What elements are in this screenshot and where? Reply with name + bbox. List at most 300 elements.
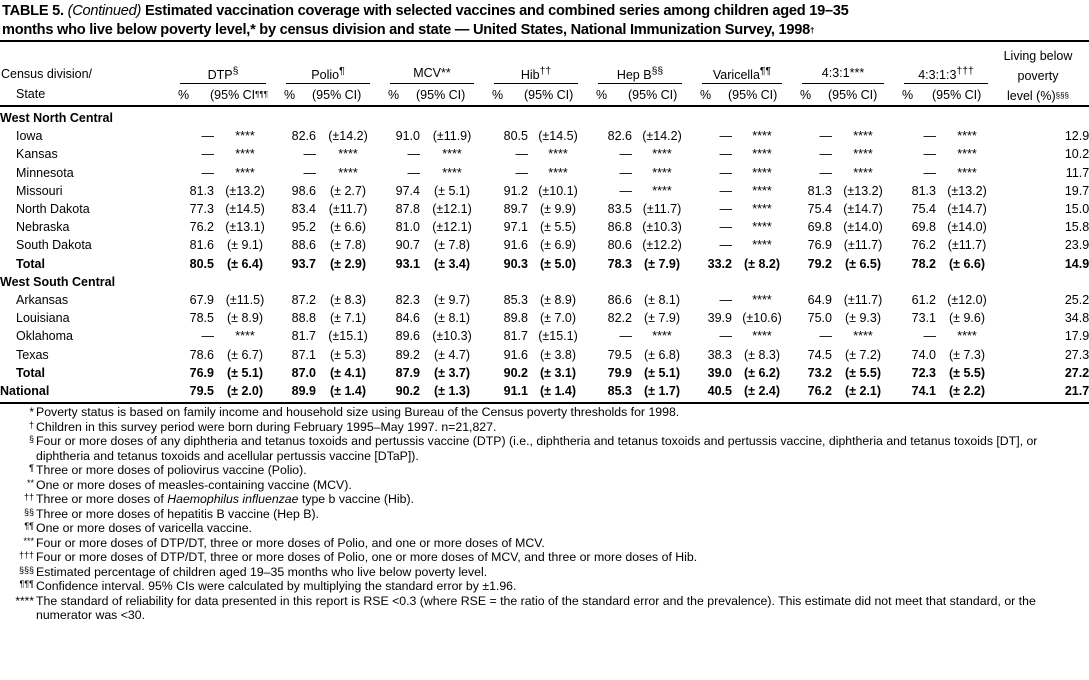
ci-cell: (± 5.1) xyxy=(643,365,681,380)
ci-cell: (± 3.1) xyxy=(539,365,577,380)
pct-cell: — xyxy=(407,165,420,180)
ci-cell: (±13.2) xyxy=(225,183,265,198)
footnote-symbol: †† xyxy=(23,492,34,502)
title-footnote-mark: † xyxy=(809,26,815,35)
footnote-7 xyxy=(0,521,1089,536)
pct-cell: 80.5 xyxy=(503,129,528,144)
pct-cell: 76.9 xyxy=(807,238,832,253)
footnote-text: Poverty status is based on family income and household size using Bureau of the Census poverty thresholds for 1998. xyxy=(36,405,680,419)
ci-cell: (±13.1) xyxy=(225,220,265,235)
pct-cell: — xyxy=(201,329,214,344)
division-name: West South Central xyxy=(0,274,116,289)
ci-cell: **** xyxy=(652,165,672,180)
sub-header-pct-3: % xyxy=(492,88,504,102)
pct-cell: — xyxy=(719,293,732,308)
ci-cell: (±13.2) xyxy=(947,183,987,198)
ci-cell: **** xyxy=(752,220,772,235)
ci-cell: (± 8.9) xyxy=(539,293,577,308)
pct-cell: 75.4 xyxy=(911,202,936,217)
pct-cell: 81.3 xyxy=(807,183,832,198)
title-line-1 xyxy=(2,2,1088,21)
ci-cell: (±14.0) xyxy=(947,220,987,235)
pct-cell: 72.3 xyxy=(911,365,936,380)
group-header-5: Varicella¶¶ xyxy=(712,66,772,83)
ci-cell: (± 5.0) xyxy=(539,256,577,271)
pct-cell: — xyxy=(719,202,732,217)
ci-cell: (±12.0) xyxy=(947,293,987,308)
ci-cell: **** xyxy=(752,329,772,344)
table-row xyxy=(0,200,1089,218)
ci-cell: (±11.7) xyxy=(642,202,682,217)
pct-cell: 88.8 xyxy=(291,311,316,326)
poverty-cell: 15.0 xyxy=(1064,202,1089,217)
footnote-symbol: § xyxy=(28,434,34,444)
pct-cell: 87.2 xyxy=(291,293,316,308)
group-header-3: Hib†† xyxy=(520,66,552,83)
pct-cell: 86.6 xyxy=(607,293,632,308)
ci-cell: (± 9.1) xyxy=(226,238,264,253)
footnote-symbol: §§§ xyxy=(18,564,34,575)
pct-cell: 73.2 xyxy=(807,365,832,380)
footnote-text: Three or more doses of poliovirus vaccine (Polio). xyxy=(36,463,307,477)
header-living-below-1: Living below xyxy=(1003,49,1073,63)
ci-cell: (±15.1) xyxy=(328,329,368,344)
pct-cell: — xyxy=(719,183,732,198)
bottom-rule xyxy=(0,402,1089,404)
division-name: West North Central xyxy=(0,111,113,125)
pct-cell: 93.1 xyxy=(395,256,420,271)
pct-cell: — xyxy=(719,238,732,253)
title-line-2 xyxy=(2,21,1088,40)
national-row xyxy=(0,382,1089,400)
footnote-1 xyxy=(0,420,1089,435)
ci-cell: (±10.1) xyxy=(538,183,578,198)
ci-cell: **** xyxy=(853,129,873,144)
sub-header-ci-2: (95% CI) xyxy=(416,88,466,102)
pct-cell: — xyxy=(303,147,316,162)
pct-cell: — xyxy=(819,129,832,144)
sub-header-pct-2: % xyxy=(388,88,400,102)
pct-cell: — xyxy=(719,147,732,162)
ci-cell: **** xyxy=(752,238,772,253)
pct-cell: — xyxy=(303,165,316,180)
group-header-0: DTP§ xyxy=(207,66,239,83)
sub-header-pct-7: % xyxy=(902,88,914,102)
pct-cell: 89.6 xyxy=(395,329,420,344)
ci-cell: (± 7.9) xyxy=(643,256,681,271)
ci-cell: (± 6.2) xyxy=(743,365,781,380)
pct-cell: 81.6 xyxy=(189,238,214,253)
table-row xyxy=(0,327,1089,345)
ci-cell: (± 9.3) xyxy=(844,311,882,326)
footnote-symbol: **** xyxy=(15,593,34,608)
header-state: State xyxy=(16,87,46,101)
pct-cell: — xyxy=(923,147,936,162)
pct-cell: 74.0 xyxy=(911,347,936,362)
pct-cell: 64.9 xyxy=(807,293,832,308)
pct-cell: 82.6 xyxy=(607,129,632,144)
ci-cell: (± 2.7) xyxy=(329,183,367,198)
table-row xyxy=(0,236,1089,254)
ci-cell: (± 1.3) xyxy=(433,384,471,399)
footnote-8 xyxy=(0,536,1089,551)
ci-cell: **** xyxy=(548,165,568,180)
pct-cell: — xyxy=(923,329,936,344)
pct-cell: 82.6 xyxy=(291,129,316,144)
pct-cell: 82.3 xyxy=(395,293,420,308)
coverage-table xyxy=(0,109,1089,400)
pct-cell: — xyxy=(515,147,528,162)
header-rule xyxy=(0,105,1089,107)
ci-cell: (± 9.7) xyxy=(433,293,471,308)
ci-cell: (±12.1) xyxy=(432,202,472,217)
footnote-text: Three or more doses of hepatitis B vaccine (Hep B). xyxy=(36,506,319,521)
header-living-below xyxy=(990,46,1086,106)
pct-cell: 74.5 xyxy=(807,347,832,362)
ci-cell: (±13.2) xyxy=(843,183,883,198)
pct-cell: — xyxy=(719,129,732,144)
pct-cell: 89.7 xyxy=(503,202,528,217)
poverty-cell: 11.7 xyxy=(1065,165,1089,180)
pct-cell: — xyxy=(819,329,832,344)
sub-header-ci-3: (95% CI) xyxy=(524,88,574,102)
pct-cell: 74.1 xyxy=(911,384,936,399)
footnote-symbol: † xyxy=(28,419,34,430)
header-living-below-3: level (%)§§§ xyxy=(1007,89,1069,103)
footnote-symbol: *** xyxy=(23,535,34,546)
pct-cell: — xyxy=(719,165,732,180)
ci-cell: **** xyxy=(442,147,462,162)
poverty-cell: 14.9 xyxy=(1064,256,1089,271)
ci-cell: (± 8.3) xyxy=(743,347,781,362)
sub-header-ci-4: (95% CI) xyxy=(628,88,678,102)
poverty-cell: 34.8 xyxy=(1064,311,1089,326)
pct-cell: 78.3 xyxy=(607,256,632,271)
pct-cell: 77.3 xyxy=(189,202,214,217)
pct-cell: 91.6 xyxy=(503,238,528,253)
ci-cell: (± 6.5) xyxy=(844,256,882,271)
ci-cell: (±12.2) xyxy=(642,238,682,253)
ci-cell: (± 5.5) xyxy=(844,365,882,380)
pct-cell: 95.2 xyxy=(291,220,316,235)
ci-cell: (± 7.9) xyxy=(643,311,681,326)
ci-cell: **** xyxy=(652,147,672,162)
table-row xyxy=(0,145,1089,163)
group-underline-1 xyxy=(286,83,370,84)
pct-cell: 98.6 xyxy=(291,183,316,198)
group-header-4: Hep B§§ xyxy=(616,66,664,83)
pct-cell: 90.2 xyxy=(395,384,420,399)
footnote-symbol: ¶¶ xyxy=(24,521,34,531)
ci-cell: (± 4.7) xyxy=(433,347,471,362)
pct-cell: 78.2 xyxy=(911,256,936,271)
ci-cell: **** xyxy=(957,329,977,344)
ci-cell: (±10.6) xyxy=(742,311,782,326)
pct-cell: 76.2 xyxy=(807,384,832,399)
footnote-6 xyxy=(0,507,1089,522)
ci-cell: **** xyxy=(957,147,977,162)
pct-cell: 83.4 xyxy=(291,202,316,217)
ci-cell: (±14.0) xyxy=(843,220,883,235)
pct-cell: — xyxy=(619,183,632,198)
poverty-cell: 10.2 xyxy=(1064,147,1089,162)
pct-cell: 40.5 xyxy=(707,384,732,399)
pct-cell: — xyxy=(515,165,528,180)
table-row xyxy=(0,127,1089,145)
group-underline-5 xyxy=(702,83,782,84)
ci-cell: (± 8.1) xyxy=(433,311,471,326)
title-text-1: Estimated vaccination coverage with selected vaccines and combined series among children aged 19–35 xyxy=(144,3,849,19)
ci-cell: **** xyxy=(752,183,772,198)
ci-cell: **** xyxy=(957,165,977,180)
division-row xyxy=(0,109,1089,127)
ci-cell: (±15.1) xyxy=(538,329,578,344)
pct-cell: 97.4 xyxy=(395,183,420,198)
pct-cell: 91.1 xyxy=(503,384,528,399)
state-name: Total xyxy=(16,365,45,380)
ci-cell: **** xyxy=(853,165,873,180)
ci-cell: **** xyxy=(652,183,672,198)
pct-cell: 88.6 xyxy=(291,238,316,253)
ci-cell: (± 3.8) xyxy=(539,347,577,362)
ci-cell: (±11.9) xyxy=(432,129,472,144)
ci-cell: (± 3.4) xyxy=(433,256,471,271)
table-number: TABLE 5. xyxy=(2,3,64,19)
ci-cell: **** xyxy=(235,165,255,180)
footnote-text: The standard of reliability for data presented in this report is RSE <0.3 (where RSE = the ratio of the standard error and the prevalence). This estimate did not meet that standard, or the numerator was <30. xyxy=(36,593,1036,622)
pct-cell: 80.6 xyxy=(607,238,632,253)
pct-cell: 90.3 xyxy=(503,256,528,271)
ci-cell: (± 7.3) xyxy=(948,347,986,362)
footnotes xyxy=(0,405,1089,623)
footnote-text: Estimated percentage of children aged 19–35 months who live below poverty level. xyxy=(36,564,488,579)
ci-cell: (± 2.0) xyxy=(226,384,264,399)
state-name: Arkansas xyxy=(16,293,69,308)
state-name: National xyxy=(0,384,50,399)
footnote-10 xyxy=(0,565,1089,580)
ci-cell: (± 5.1) xyxy=(226,365,264,380)
sub-header-ci-0: (95% CI¶¶¶ xyxy=(210,88,269,102)
ci-cell: **** xyxy=(442,165,462,180)
ci-cell: (± 7.8) xyxy=(433,238,471,253)
ci-cell: (±11.7) xyxy=(843,238,883,253)
pct-cell: — xyxy=(201,165,214,180)
sub-header-pct-1: % xyxy=(284,88,296,102)
footnote-4 xyxy=(0,478,1089,493)
state-name: Oklahoma xyxy=(16,329,73,344)
pct-cell: 79.5 xyxy=(607,347,632,362)
ci-cell: (± 8.1) xyxy=(643,293,681,308)
state-name: Iowa xyxy=(16,129,43,144)
group-underline-7 xyxy=(904,83,988,84)
pct-cell: — xyxy=(619,165,632,180)
ci-cell: (± 7.0) xyxy=(539,311,577,326)
ci-cell: (± 2.4) xyxy=(743,384,781,399)
group-underline-6 xyxy=(802,83,884,84)
pct-cell: 84.6 xyxy=(395,311,420,326)
footnote-symbol: ¶¶¶ xyxy=(19,579,34,589)
table-row xyxy=(0,182,1089,200)
pct-cell: — xyxy=(201,129,214,144)
ci-cell: (± 4.1) xyxy=(329,365,367,380)
ci-cell: **** xyxy=(853,329,873,344)
poverty-cell: 21.7 xyxy=(1064,384,1089,399)
group-underline-0 xyxy=(180,83,266,84)
sub-header-pct-6: % xyxy=(800,88,812,102)
footnote-2 xyxy=(0,434,1089,463)
ci-cell: (±11.5) xyxy=(225,293,265,308)
group-underline-2 xyxy=(390,83,474,84)
ci-cell: (± 5.3) xyxy=(329,347,367,362)
pct-cell: 79.5 xyxy=(189,384,214,399)
ci-cell: (± 8.3) xyxy=(329,293,367,308)
pct-cell: 97.1 xyxy=(503,220,528,235)
pct-cell: 91.0 xyxy=(395,129,420,144)
group-underline-3 xyxy=(494,83,578,84)
sub-header-ci-6: (95% CI) xyxy=(828,88,878,102)
pct-cell: 81.7 xyxy=(503,329,528,344)
ci-cell: **** xyxy=(752,129,772,144)
state-name: Total xyxy=(16,256,45,271)
pct-cell: 81.3 xyxy=(911,183,936,198)
pct-cell: 39.0 xyxy=(707,365,732,380)
ci-cell: (± 6.6) xyxy=(948,256,986,271)
poverty-cell: 17.9 xyxy=(1064,329,1089,344)
group-underline-4 xyxy=(598,83,682,84)
poverty-cell: 27.3 xyxy=(1064,347,1089,362)
sub-header-ci-5: (95% CI) xyxy=(728,88,778,102)
ci-cell: (± 3.7) xyxy=(433,365,471,380)
title-text-2: months who live below poverty level,* by census division and state — United States, National Immunization Survey, 1998 xyxy=(2,22,810,38)
table-row xyxy=(0,218,1089,236)
state-name: Louisiana xyxy=(16,311,70,326)
group-header-7: 4:3:1:3††† xyxy=(918,66,974,83)
footnote-symbol: §§ xyxy=(23,506,34,517)
pct-cell: 85.3 xyxy=(503,293,528,308)
ci-cell: (±10.3) xyxy=(432,329,472,344)
pct-cell: 79.2 xyxy=(807,256,832,271)
pct-cell: 91.2 xyxy=(503,183,528,198)
pct-cell: 90.7 xyxy=(395,238,420,253)
pct-cell: 69.8 xyxy=(911,220,936,235)
footnote-5 xyxy=(0,492,1089,507)
ci-cell: (± 6.4) xyxy=(226,256,264,271)
poverty-cell: 23.9 xyxy=(1064,238,1089,253)
pct-cell: 76.2 xyxy=(911,238,936,253)
footnote-text: One or more doses of varicella vaccine. xyxy=(36,521,252,535)
pct-cell: 87.1 xyxy=(291,347,316,362)
pct-cell: 76.9 xyxy=(189,365,214,380)
footnote-text: Children in this survey period were born during February 1995–May 1997. n=21,827. xyxy=(36,419,497,434)
group-header-1: Polio¶ xyxy=(311,66,345,83)
footnote-9 xyxy=(0,550,1089,565)
ci-cell: **** xyxy=(235,129,255,144)
continued-label: (Continued) xyxy=(67,3,142,19)
sub-header-pct-4: % xyxy=(596,88,608,102)
ci-cell: **** xyxy=(235,147,255,162)
pct-cell: 69.8 xyxy=(807,220,832,235)
pct-cell: 81.0 xyxy=(395,220,420,235)
pct-cell: 78.5 xyxy=(189,311,214,326)
state-name: Nebraska xyxy=(16,220,70,235)
poverty-cell: 19.7 xyxy=(1064,183,1089,198)
ci-cell: (± 6.6) xyxy=(329,220,367,235)
top-rule xyxy=(0,40,1089,42)
ci-cell: (± 1.4) xyxy=(539,384,577,399)
poverty-cell: 15.8 xyxy=(1064,220,1089,235)
pct-cell: 87.8 xyxy=(395,202,420,217)
pct-cell: 38.3 xyxy=(707,347,732,362)
pct-cell: 90.2 xyxy=(503,365,528,380)
sub-header-pct-5: % xyxy=(700,88,712,102)
pct-cell: 80.5 xyxy=(189,256,214,271)
pct-cell: 75.0 xyxy=(807,311,832,326)
ci-cell: **** xyxy=(652,329,672,344)
pct-cell: — xyxy=(719,329,732,344)
ci-cell: (±11.7) xyxy=(328,202,368,217)
state-name: Kansas xyxy=(16,147,58,162)
table-row xyxy=(0,346,1089,364)
ci-cell: **** xyxy=(752,165,772,180)
ci-cell: (± 5.5) xyxy=(539,220,577,235)
ci-cell: (± 1.4) xyxy=(329,384,367,399)
pct-cell: 39.9 xyxy=(707,311,732,326)
ci-cell: (± 7.8) xyxy=(329,238,367,253)
ci-cell: (±14.5) xyxy=(225,202,265,217)
footnote-symbol: ††† xyxy=(18,550,34,560)
ci-cell: (± 6.7) xyxy=(226,347,264,362)
footnote-text: One or more doses of measles-containing vaccine (MCV). xyxy=(36,477,352,492)
header-census-division: Census division/ xyxy=(1,67,93,81)
poverty-cell: 12.9 xyxy=(1064,129,1089,144)
pct-cell: 89.8 xyxy=(503,311,528,326)
ci-cell: (±14.7) xyxy=(947,202,987,217)
table-row xyxy=(0,309,1089,327)
pct-cell: — xyxy=(923,165,936,180)
ci-cell: (±14.7) xyxy=(843,202,883,217)
pct-cell: — xyxy=(819,165,832,180)
sub-header-ci-7: (95% CI) xyxy=(932,88,982,102)
ci-cell: (±11.7) xyxy=(947,238,987,253)
ci-cell: (± 1.7) xyxy=(643,384,681,399)
state-name: Minnesota xyxy=(16,165,74,180)
pct-cell: 89.2 xyxy=(395,347,420,362)
ci-cell: **** xyxy=(853,147,873,162)
footnote-text: Three or more doses of Haemophilus influenzae type b vaccine (Hib). xyxy=(36,492,414,506)
pct-cell: 93.7 xyxy=(291,256,316,271)
pct-cell: — xyxy=(201,147,214,162)
pct-cell: — xyxy=(719,220,732,235)
pct-cell: 91.6 xyxy=(503,347,528,362)
footnote-text: Four or more doses of DTP/DT, three or more doses of Polio, one or more doses of MCV, and three or more doses of Hib. xyxy=(36,550,698,564)
ci-cell: (±14.2) xyxy=(642,129,682,144)
ci-cell: (± 8.2) xyxy=(743,256,781,271)
pct-cell: 87.9 xyxy=(395,365,420,380)
ci-cell: (± 2.2) xyxy=(948,384,986,399)
footnote-symbol: ¶ xyxy=(29,463,34,473)
total-row xyxy=(0,255,1089,273)
ci-cell: (± 7.2) xyxy=(844,347,882,362)
footnote-12 xyxy=(0,594,1089,623)
ci-cell: (± 8.9) xyxy=(226,311,264,326)
pct-cell: 87.0 xyxy=(291,365,316,380)
footnote-symbol: * xyxy=(29,405,34,419)
table-row xyxy=(0,291,1089,309)
table-row xyxy=(0,164,1089,182)
pct-cell: 75.4 xyxy=(807,202,832,217)
division-row xyxy=(0,273,1089,291)
state-name: Missouri xyxy=(16,183,63,198)
